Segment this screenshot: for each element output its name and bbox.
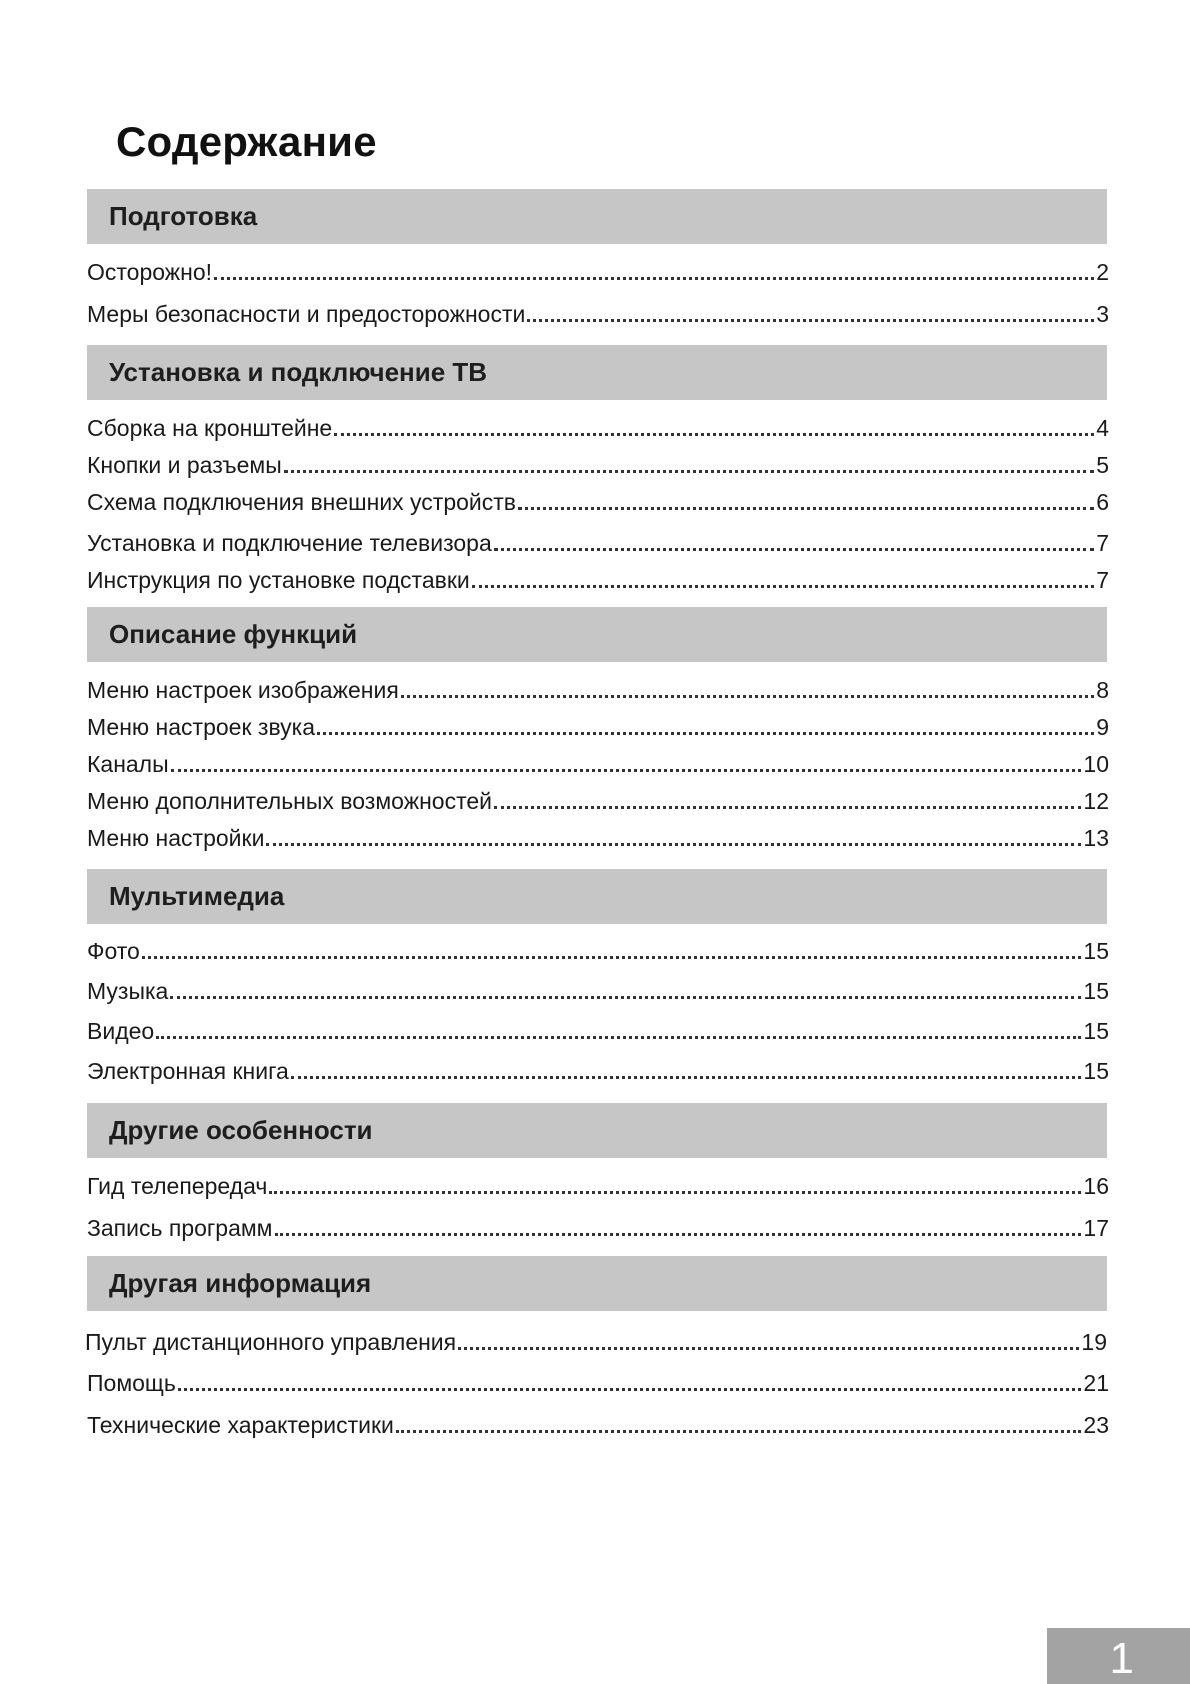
dot-leader: [401, 695, 1094, 698]
toc-entry-title: Музыка: [87, 978, 169, 1004]
toc-entry-page: 7: [1096, 567, 1109, 593]
dot-leader: [156, 1036, 1081, 1039]
toc-entry-title: Меню настройки: [87, 825, 265, 851]
toc-entry-page: 6: [1096, 489, 1109, 515]
toc-entry[interactable]: [87, 711, 1109, 741]
section-heading: Установка и подключение ТВ: [109, 357, 488, 387]
toc-entry-title: Помощь: [87, 1370, 176, 1396]
dot-leader: [518, 507, 1094, 510]
toc-entry-title: Схема подключения внешних устройств: [87, 489, 517, 515]
toc-entry[interactable]: [87, 449, 1109, 479]
section-heading: Мультимедиа: [109, 881, 285, 911]
toc-entry-title: Фото: [87, 938, 140, 964]
section-header-other-info: [87, 1256, 1107, 1311]
toc-entry-title: Осторожно!: [87, 259, 213, 285]
dot-leader: [142, 956, 1082, 959]
toc-entry-page: 15: [1083, 938, 1109, 964]
dot-leader: [527, 319, 1094, 322]
dot-leader: [494, 548, 1094, 551]
toc-entry-title: Меры безопасности и предосторожности: [87, 301, 526, 327]
toc-entry[interactable]: [87, 785, 1109, 815]
toc-entry-title: Сборка на кронштейне: [87, 415, 333, 441]
toc-entry-page: 5: [1096, 452, 1109, 478]
dot-leader: [472, 585, 1094, 588]
toc-entry[interactable]: [87, 527, 1109, 557]
toc-entry-page: 17: [1083, 1215, 1109, 1241]
section-header-preparation: [87, 189, 1107, 244]
toc-entry[interactable]: [87, 1170, 1109, 1200]
page-number: 1: [1109, 1634, 1134, 1683]
page-title: Содержание: [116, 118, 377, 165]
dot-leader: [291, 1076, 1082, 1079]
section-header-installation: [87, 345, 1107, 400]
dot-leader: [275, 1233, 1082, 1236]
toc-entry-page: 21: [1083, 1370, 1109, 1396]
toc-entry-page: 15: [1083, 1058, 1109, 1084]
toc-entry-page: 23: [1083, 1412, 1109, 1438]
section-heading: Другая информация: [109, 1268, 372, 1298]
dot-leader: [171, 769, 1082, 772]
toc-entry-page: 15: [1083, 1018, 1109, 1044]
toc-entry-page: 8: [1096, 677, 1109, 703]
toc-entry-page: 12: [1083, 788, 1109, 814]
dot-leader: [170, 996, 1081, 999]
toc-entry-title: Электронная книга: [87, 1058, 289, 1084]
toc-entry-page: 13: [1083, 825, 1109, 851]
toc-entry[interactable]: [87, 975, 1109, 1005]
toc-entry[interactable]: [87, 674, 1109, 704]
toc-entry-page: 10: [1083, 751, 1109, 777]
toc-entry[interactable]: [87, 256, 1109, 286]
toc-entry-title: Пульт дистанционного управления: [85, 1329, 457, 1355]
toc-entry-page: 3: [1096, 301, 1109, 327]
toc-entry[interactable]: [87, 486, 1109, 516]
toc-entry[interactable]: [87, 412, 1109, 442]
toc-entry[interactable]: [87, 1409, 1109, 1439]
dot-leader: [317, 732, 1094, 735]
dot-leader: [266, 843, 1081, 846]
toc-entry[interactable]: [87, 298, 1109, 328]
toc-entry[interactable]: [87, 564, 1109, 594]
toc-entry-title: Гид телепередач: [87, 1173, 268, 1199]
dot-leader: [178, 1388, 1082, 1391]
toc-entry-title: Меню дополнительных возможностей: [87, 788, 492, 814]
toc-entry-page: 7: [1096, 530, 1109, 556]
toc-entry-page: 19: [1081, 1329, 1107, 1355]
toc-entry-page: 9: [1096, 714, 1109, 740]
toc-entry[interactable]: [85, 1326, 1107, 1356]
toc-entry-title: Технические характеристики: [87, 1412, 394, 1438]
toc-entry[interactable]: [87, 1055, 1109, 1085]
toc-entry[interactable]: [87, 1015, 1109, 1045]
dot-leader: [494, 806, 1081, 809]
toc-entry[interactable]: [87, 1367, 1109, 1397]
toc-entry-title: Меню настроек звука: [87, 714, 316, 740]
toc-entry-title: Меню настроек изображения: [87, 677, 399, 703]
page-number-box: [1047, 1628, 1190, 1684]
dot-leader: [396, 1430, 1082, 1433]
section-header-other-features: [87, 1103, 1107, 1158]
dot-leader: [458, 1347, 1079, 1350]
toc-entry-page: 4: [1096, 415, 1109, 441]
toc-entry-title: Запись программ: [87, 1215, 273, 1241]
section-heading: Описание функций: [109, 619, 358, 649]
toc-entry-title: Кнопки и разъемы: [87, 452, 282, 478]
toc-entry-title: Установка и подключение телевизора: [87, 530, 492, 556]
section-header-functions: [87, 607, 1107, 662]
section-heading: Другие особенности: [109, 1115, 373, 1145]
toc-entry-title: Видео: [87, 1018, 155, 1044]
dot-leader: [334, 433, 1094, 436]
toc-entry[interactable]: [87, 1212, 1109, 1242]
dot-leader: [284, 470, 1094, 473]
toc-entry[interactable]: [87, 822, 1109, 852]
toc-entry-page: 16: [1083, 1173, 1109, 1199]
dot-leader: [214, 277, 1094, 280]
toc-entry-page: 15: [1083, 978, 1109, 1004]
toc-entry[interactable]: [87, 935, 1109, 965]
section-heading: Подготовка: [109, 201, 258, 231]
toc-entry-title: Инструкция по установке подставки: [87, 567, 470, 593]
section-header-multimedia: [87, 869, 1107, 924]
dot-leader: [269, 1191, 1081, 1194]
toc-entry-page: 2: [1096, 259, 1109, 285]
toc-entry-title: Каналы: [87, 751, 169, 777]
toc-entry[interactable]: [87, 748, 1109, 778]
